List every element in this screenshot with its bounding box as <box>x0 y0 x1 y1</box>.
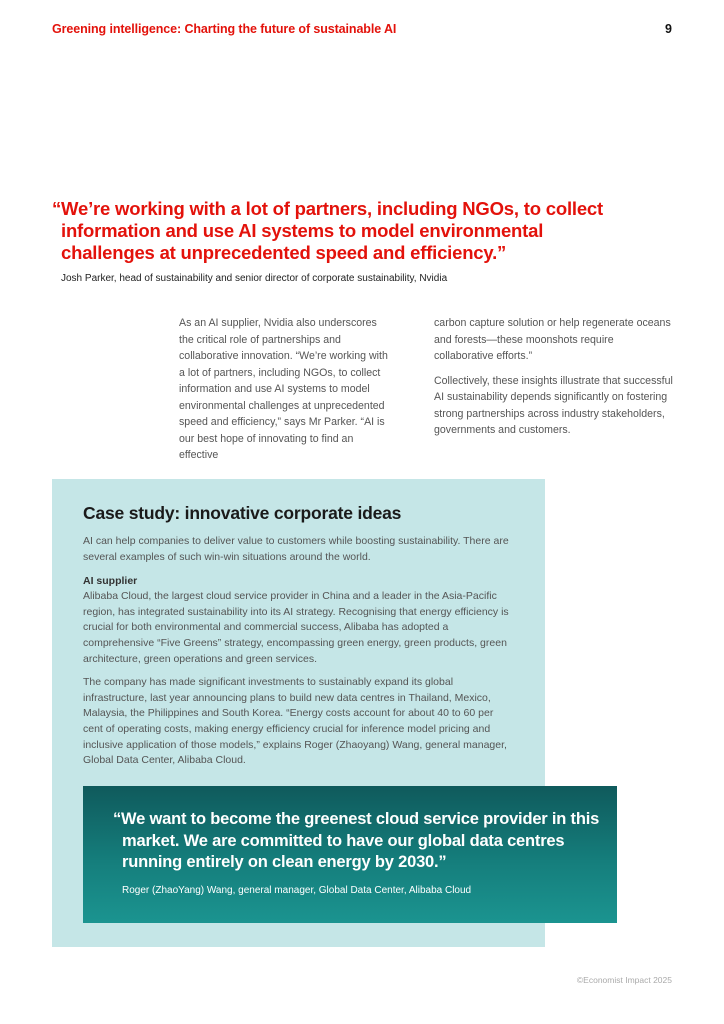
case-study-content <box>83 503 513 777</box>
body-paragraph: As an AI supplier, Nvidia also underscores the critical role of partnerships and collaborative innovation. “We’re working with a lot of partners, including NGOs, to collect information and use AI systems to model environmental challenges at unprecedented speed and efficiency,” says Mr Parker. “AI is our best hope of innovating to find an effective <box>179 317 388 461</box>
alibaba-quote-text: “We want to become the greenest cloud service provider in this market. We are committed to have our global data centres running entirely on clean energy by 2030.” <box>113 810 600 871</box>
pull-quote-text: “We’re working with a lot of partners, including NGOs, to collect information and use AI systems to model environmental challenges at unprecedented speed and efficiency.” <box>52 198 603 263</box>
running-header-title: Greening intelligence: Charting the future of sustainable AI <box>52 22 397 36</box>
pull-quote <box>52 198 632 284</box>
case-study-paragraph: The company has made significant investments to sustainably expand its global infrastructure, last year announcing plans to build new data centres in Thailand, Mexico, Malaysia, the Philippines and South Korea. “Energy costs account for about 40 to 60 per cent of operating costs, making energy efficiency crucial for inference model pricing and inclusive application of those models,” explains Roger (Zhaoyang) Wang, general manager, Global Data Center, Alibaba Cloud. <box>83 676 507 767</box>
case-study-intro: AI can help companies to deliver value to customers while boosting sustainability. There are several examples of such win-win situations around the world. <box>83 535 509 563</box>
body-column-left <box>179 315 393 472</box>
alibaba-quote-attribution: Roger (ZhaoYang) Wang, general manager, Global Data Center, Alibaba Cloud <box>122 885 472 896</box>
alibaba-quote-box <box>83 786 617 923</box>
case-study-title: Case study: innovative corporate ideas <box>83 503 402 523</box>
footer-copyright: ©Economist Impact 2025 <box>576 975 672 985</box>
body-paragraph: carbon capture solution or help regenerate oceans and forests—these moonshots require collaborative efforts.” <box>434 317 671 362</box>
page-number: 9 <box>665 22 672 36</box>
case-study-subhead: AI supplier <box>83 575 138 588</box>
case-study-paragraph: Alibaba Cloud, the largest cloud service provider in China and a leader in the Asia-Pacific region, has integrated sustainability into its AI strategy. Recognising that energy efficiency is crucial for both environmental and commercial success, Alibaba has adopted a comprehensive “Five Greens” strategy, encompassing green energy, green products, green architecture, green operations and green services. <box>83 590 509 665</box>
body-column-right <box>434 315 674 447</box>
body-paragraph: Collectively, these insights illustrate that successful AI sustainability depends significantly on fostering strong partnerships across industry stakeholders, governments and customers. <box>434 374 673 436</box>
pull-quote-attribution: Josh Parker, head of sustainability and senior director of corporate sustainability, Nvidia <box>61 273 448 284</box>
